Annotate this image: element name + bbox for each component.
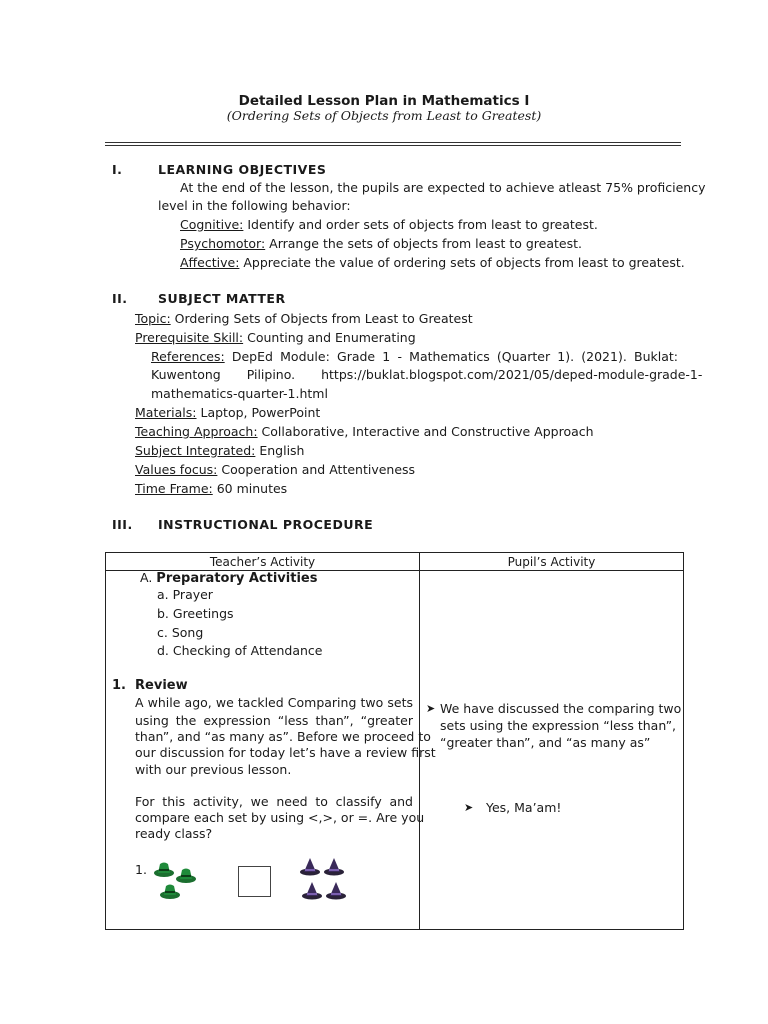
objective-affective: [180, 255, 685, 270]
objective-text: Arrange the sets of objects from least to greatest.: [265, 236, 582, 251]
section-number-procedure: III.: [112, 517, 133, 532]
review-paragraph-line: our discussion for today let’s have a review first: [135, 745, 436, 760]
arrow-bullet-icon: ➤: [426, 702, 436, 715]
subject-values: [135, 462, 415, 477]
objective-text: Appreciate the value of ordering sets of objects from least to greatest.: [239, 255, 685, 270]
activity-paragraph-line: ready class?: [135, 826, 213, 841]
witch-hat-icon: [326, 882, 346, 900]
field-value: English: [255, 443, 305, 458]
subject-topic: [135, 311, 473, 326]
green-hat-icon: [154, 863, 174, 878]
subject-integrated: [135, 443, 304, 458]
field-value: DepEd Module: Grade 1 - Mathematics (Quarter 1). (2021). Buklat:: [224, 349, 678, 364]
subject-time: [135, 481, 287, 496]
prep-item: b. Greetings: [157, 606, 234, 621]
subject-references-line2: Kuwentong Pilipino. https://buklat.blogspot.com/2021/05/deped-module-grade-1-: [151, 367, 703, 382]
field-label: Values focus:: [135, 462, 218, 477]
review-paragraph-line: than”, and “as many as”. Before we proceed to: [135, 729, 431, 744]
review-paragraph-line: with our previous lesson.: [135, 762, 292, 777]
section-number-objectives: I.: [112, 162, 123, 177]
section-title-objectives: LEARNING OBJECTIVES: [158, 162, 327, 177]
prep-item: d. Checking of Attendance: [157, 643, 323, 658]
subject-materials: [135, 405, 320, 420]
pupil-response-line: We have discussed the comparing two: [440, 701, 682, 716]
subject-approach: [135, 424, 594, 439]
section-number-subject: II.: [112, 291, 128, 306]
prep-letter: A.: [140, 570, 153, 585]
pupil-response-yes: Yes, Ma’am!: [486, 800, 562, 815]
field-value: Counting and Enumerating: [243, 330, 416, 345]
subject-references-line1: [151, 349, 678, 364]
review-heading: [112, 678, 188, 693]
prep-heading: [140, 570, 317, 586]
document-title: Detailed Lesson Plan in Mathematics I: [238, 93, 530, 109]
field-value: Collaborative, Interactive and Constructive Approach: [257, 424, 594, 439]
review-paragraph-line: using the expression “less than”, “greater: [135, 713, 413, 728]
field-label: Teaching Approach:: [135, 424, 258, 439]
green-hats-set: [152, 858, 200, 904]
subject-prerequisite: [135, 330, 416, 345]
field-value: 60 minutes: [212, 481, 288, 496]
prep-item: a. Prayer: [157, 587, 213, 602]
review-number: 1.: [112, 678, 126, 693]
field-label: References:: [151, 349, 225, 364]
objective-text: Identify and order sets of objects from least to greatest.: [243, 217, 598, 232]
document-subtitle: (Ordering Sets of Objects from Least to Greatest): [226, 108, 542, 123]
objective-psychomotor: [180, 236, 582, 251]
activity-paragraph-line: For this activity, we need to classify and: [135, 794, 413, 809]
green-hat-icon: [160, 885, 180, 900]
pupil-activity-cell: [420, 571, 684, 930]
objectives-intro-line1: At the end of the lesson, the pupils are expected to achieve atleast 75% proficiency: [180, 180, 706, 195]
objective-cognitive: [180, 217, 598, 232]
objective-label: Cognitive:: [180, 217, 244, 232]
review-paragraph-line: A while ago, we tackled Comparing two sets: [135, 695, 413, 710]
header-rule-top: [105, 142, 681, 143]
table-header-row: [106, 553, 684, 571]
subject-references-line3: mathematics-quarter-1.html: [151, 386, 328, 401]
col-header-pupil: Pupil’s Activity: [420, 553, 684, 571]
objective-label: Affective:: [180, 255, 240, 270]
field-label: Subject Integrated:: [135, 443, 256, 458]
comparison-answer-box[interactable]: [238, 866, 271, 897]
arrow-bullet-icon: ➤: [464, 801, 474, 814]
witch-hat-icon: [300, 858, 320, 876]
col-header-teacher: Teacher’s Activity: [106, 553, 420, 571]
field-label: Materials:: [135, 405, 197, 420]
field-label: Prerequisite Skill:: [135, 330, 244, 345]
pupil-response-line: “greater than”, and “as many as”: [440, 735, 651, 750]
pupil-response-line: sets using the expression “less than”,: [440, 718, 677, 733]
green-hat-icon: [176, 869, 196, 884]
header-rule-bottom: [105, 145, 681, 146]
section-title-procedure: INSTRUCTIONAL PROCEDURE: [158, 517, 374, 532]
field-value: Ordering Sets of Objects from Least to Greatest: [170, 311, 473, 326]
exercise-item-number: 1.: [135, 862, 147, 877]
objectives-intro-line2: level in the following behavior:: [158, 198, 351, 213]
field-label: Topic:: [135, 311, 171, 326]
objective-label: Psychomotor:: [180, 236, 266, 251]
section-title-subject: SUBJECT MATTER: [158, 291, 286, 306]
witch-hats-set: [298, 856, 350, 902]
witch-hat-icon: [324, 858, 344, 876]
review-title: Review: [135, 678, 188, 693]
field-label: Time Frame:: [135, 481, 213, 496]
activity-paragraph-line: compare each set by using <,>, or =. Are you: [135, 810, 425, 825]
field-value: Laptop, PowerPoint: [196, 405, 321, 420]
prep-item: c. Song: [157, 625, 204, 640]
prep-title: Preparatory Activities: [156, 571, 318, 586]
field-value: Cooperation and Attentiveness: [217, 462, 416, 477]
witch-hat-icon: [302, 882, 322, 900]
